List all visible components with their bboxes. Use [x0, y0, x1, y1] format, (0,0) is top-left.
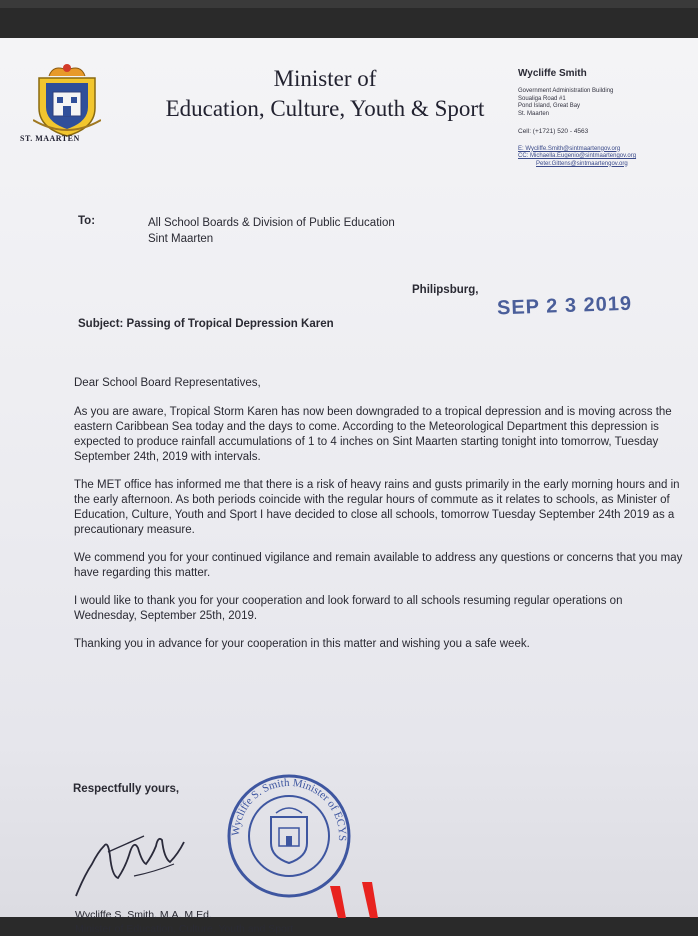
signature — [74, 806, 194, 906]
seal-text: Wycliffe S. Smith Minister of ECYS — [229, 776, 349, 842]
ministry-title — [140, 64, 510, 124]
paragraph-2: The MET office has informed me that there is a risk of heavy rains and gusts primarily in the early morning hours and in the early afternoon. As both periods coincide with the regular hours of commute as it relates to schools, as Minister of Education, Culture, Youth and Sport I have decided to close all schools, tomorrow Tuesday September 24th 2019 as a precautionary measure. — [74, 479, 680, 536]
ministry-title-line2: Education, Culture, Youth & Sport — [165, 96, 485, 121]
address-line: Government Administration Building — [518, 88, 614, 94]
crest-caption: ST. MAARTEN — [20, 134, 80, 143]
paragraph-4: I would like to thank you for your cooperation and look forward to all schools resuming regular operations on Wednesday, September 25th, 2019. — [74, 595, 623, 622]
ministry-title-line1: Minister of — [273, 66, 377, 91]
paragraph-5: Thanking you in advance for your cooperation in this matter and wishing you a safe week. — [74, 638, 530, 650]
contact-name: Wycliffe Smith — [518, 68, 587, 79]
recipient-block — [148, 215, 395, 247]
place: Philipsburg, — [412, 284, 479, 296]
paragraph-3: We commend you for your continued vigilance and remain available to address any questions or concerns that you may have regarding this matter. — [74, 552, 683, 579]
signatory — [75, 908, 293, 936]
contact-cell: Cell: (+1721) 520 - 4563 — [518, 128, 589, 135]
letter-page — [0, 38, 698, 935]
contact-cc-2[interactable]: Peter.Gittens@sintmaartengov.org — [536, 160, 628, 167]
recipient-line2: Sint Maarten — [148, 233, 214, 245]
contact-block — [518, 68, 690, 168]
paragraph-1: As you are aware, Tropical Storm Karen has now been downgraded to a tropical depression and is moving across the eastern Caribbean Sea today and the days to come. According to the Meteorological Department this depression is expected to produce rainfall accumulations of 1 to 4 inches on Sint Maarten starting tonight into tomorrow, Tuesday September 24th, 2019 with intervals. — [74, 406, 672, 463]
red-mark-icon — [326, 878, 378, 918]
address-line: Soualiga Road #1 — [518, 95, 566, 102]
recipient-line1: All School Boards & Division of Public Education — [148, 217, 395, 229]
date-stamp: SEP 2 3 2019 — [496, 292, 633, 320]
subject-line: Subject: Passing of Tropical Depression Karen — [78, 318, 334, 330]
signatory-name: Wycliffe S. Smith, M.A. M.Ed. — [75, 909, 212, 921]
address-line: St. Maarten — [518, 110, 550, 117]
signatory-title: Minister of Education, Culture, Youth and Sport — [75, 923, 294, 935]
top-bar — [0, 0, 698, 8]
address-line: Pond Island, Great Bay — [518, 103, 581, 109]
st-maarten-crest-icon — [33, 62, 101, 138]
contact-email[interactable]: E: Wycliffe.Smith@sintmaartengov.org — [518, 145, 621, 152]
closing: Respectfully yours, — [73, 783, 180, 795]
salutation: Dear School Board Representatives, — [74, 377, 261, 389]
to-label: To: — [78, 215, 96, 227]
letter-body — [74, 376, 688, 665]
contact-cc-1[interactable]: CC: Michaella.Eugenio@sintmaartengov.org — [518, 153, 637, 159]
